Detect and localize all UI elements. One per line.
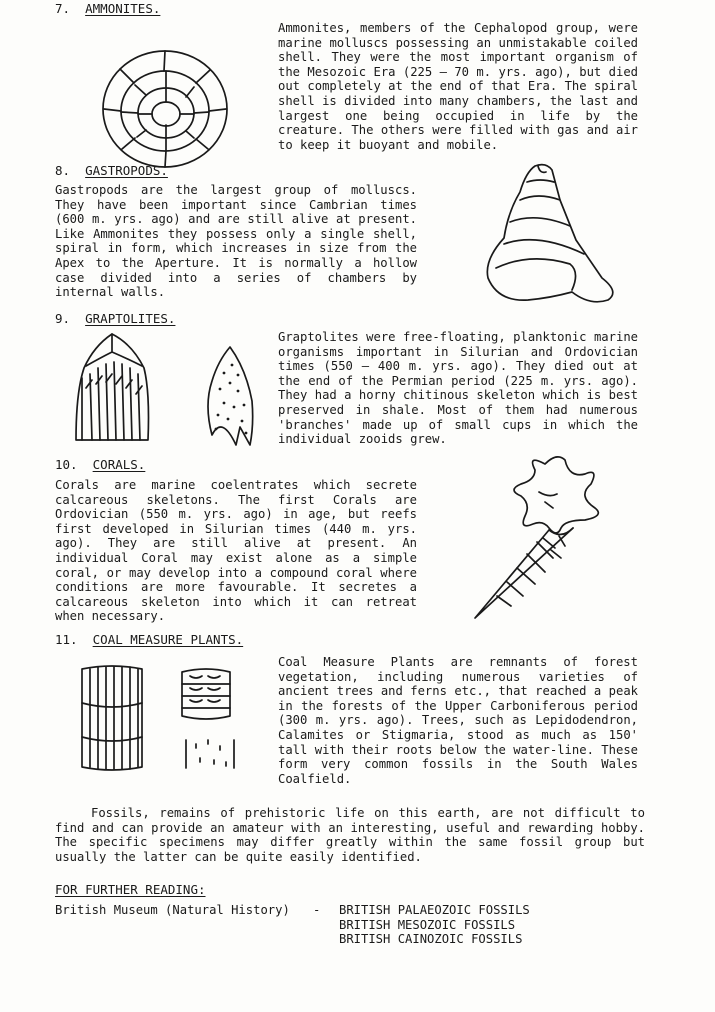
book-titles: [339, 903, 530, 947]
graptolite-colony-illustration: [72, 332, 154, 447]
further-reading-heading: [55, 883, 206, 898]
dash-separator: -: [313, 903, 321, 917]
fern-frond-illustration: [176, 668, 236, 720]
stigmaria-illustration: [180, 736, 240, 772]
book-title: BRITISH CAINOZOIC FOSSILS: [339, 932, 523, 947]
publisher-name: British Museum (Natural History): [55, 903, 290, 917]
section-title: COAL MEASURE PLANTS.: [92, 632, 244, 647]
calamites-stem-illustration: [76, 663, 148, 773]
coal-measure-plants-description: Coal Measure Plants are remnants of forest vegetation, including numerous varieties of ancient trees and ferns etc., that reached a peak in the forests of the Upper Carboniferous period (300 m. yrs. ago). Trees, such as Lepidodendron, Calamites or Stigmaria, stood as much as 150' tall with their roots below the water-line. These form very common fossils in the South Wales Coalfield.: [278, 655, 638, 786]
section-heading-ammonites: [55, 2, 160, 17]
section-number: 7.: [55, 1, 71, 16]
closing-paragraph: Fossils, remains of prehistoric life on this earth, are not difficult to find and can provide an amateur with an interesting, useful and rewarding hobby. The specific specimens may differ greatly within the same fossil group but usually the latter can be quite easily identified.: [55, 806, 645, 864]
book-title: BRITISH PALAEOZOIC FOSSILS: [339, 903, 530, 917]
section-heading-coal-measure-plants: [55, 633, 243, 648]
graptolites-description: Graptolites were free-floating, planktonic marine organisms important in Silurian and Ordovician times (550 – 400 m. yrs. ago). They died out at the end of the Permian period (225 m. yrs. ago). They had a horny chitinous skeleton which is best preserved in shale. Most of them had numerous 'branches' made up of small cups in which the individual zooids grew.: [278, 330, 638, 447]
section-heading-gastropods: [55, 164, 168, 179]
section-title: GRAPTOLITES.: [85, 311, 176, 326]
section-heading-corals: [55, 458, 145, 473]
coral-illustration: [465, 450, 635, 625]
further-reading-row: [55, 903, 655, 947]
section-number: 10.: [55, 457, 78, 472]
section-title: GASTROPODS.: [85, 163, 168, 178]
corals-description: Corals are marine coelentrates which secrete calcareous skeletons. The first Corals are Ordovician (550 m. yrs. ago) in age, but reefs first developed in Silurian times (440 m. yrs. ago). They are still alive at present. An individual Coral may exist alone as a simple coral, or may develop into a compound coral where conditions are more favourable. It secretes a calcareous skeleton into which it can retreat when necessary.: [55, 478, 417, 624]
ammonite-illustration: [100, 45, 230, 175]
section-number: 8.: [55, 163, 71, 178]
further-reading-title: FOR FURTHER READING:: [55, 882, 206, 897]
section-title: CORALS.: [92, 457, 146, 472]
book-title: BRITISH MESOZOIC FOSSILS: [339, 917, 516, 932]
gastropods-description: Gastropods are the largest group of molluscs. They have been important since Cambrian times (600 m. yrs. ago) and are still alive at present. Like Ammonites they possess only a single shell, spiral in form, which increases in size from the Apex to the Aperture. It is normally a hollow case divided into a series of chambers by internal walls.: [55, 183, 417, 300]
graptolite-branch-illustration: [202, 345, 257, 450]
section-title: AMMONITES.: [85, 1, 161, 16]
further-reading-list: [55, 903, 655, 947]
ammonites-description: Ammonites, members of the Cephalopod group, were marine molluscs possessing an unmistakable coiled shell. They were the most important organism of the Mesozoic Era (225 – 70 m. yrs. ago), but died out completely at the end of that Era. The spiral shell is divided into many chambers, the last and largest one being occupied in life by the creature. The others were filled with gas and air to keep it buoyant and mobile.: [278, 21, 638, 152]
section-heading-graptolites: [55, 312, 175, 327]
gastropod-illustration: [480, 160, 630, 310]
section-number: 9.: [55, 311, 71, 326]
section-number: 11.: [55, 632, 78, 647]
